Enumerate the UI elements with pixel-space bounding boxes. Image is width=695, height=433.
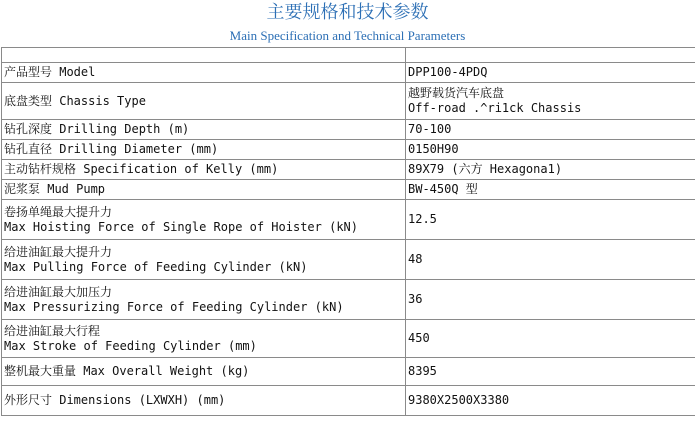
table-row [2, 240, 695, 280]
spec-label-text: 底盘类型 Chassis Type [4, 93, 146, 108]
spec-label-text: 给进油缸最大行程 [4, 323, 101, 338]
spec-value-cell [406, 386, 695, 416]
table-row [2, 386, 695, 416]
spec-value-text: 12.5 [408, 212, 437, 226]
table-row [2, 63, 695, 83]
spec-value-cell [406, 200, 695, 240]
spec-value-cell [406, 320, 695, 358]
spec-value-cell [406, 180, 695, 200]
spec-label-cell [2, 63, 406, 83]
spec-value-text: 0150H90 [408, 142, 459, 156]
spec-label-text: 给进油缸最大加压力 [4, 284, 113, 299]
spec-value-cell [406, 120, 695, 140]
spec-label-cell [2, 83, 406, 120]
spec-value-cell [406, 48, 695, 63]
spec-label-text: Max Pressurizing Force of Feeding Cylinder (kN) [4, 299, 344, 314]
spec-label-text: 钻孔深度 Drilling Depth (m) [4, 122, 190, 136]
spec-value-text: 48 [408, 252, 423, 266]
spec-table [1, 47, 695, 416]
spec-value-cell [406, 63, 695, 83]
spec-value-cell [406, 140, 695, 160]
spec-value-cell [406, 240, 695, 280]
spec-value-cell [406, 160, 695, 180]
spec-value-text: BW-450Q 型 [408, 182, 478, 196]
spec-value-cell [406, 280, 695, 320]
table-row [2, 83, 695, 120]
spec-label-text: 主动钻杆规格 Specification of Kelly (mm) [4, 162, 279, 176]
table-row [2, 48, 695, 63]
table-row [2, 320, 695, 358]
spec-label-cell [2, 280, 406, 320]
spec-value-text: 9380X2500X3380 [408, 393, 510, 407]
spec-value-text: 越野载货汽车底盘 [408, 86, 505, 100]
spec-value-cell [406, 83, 695, 120]
spec-label-cell [2, 240, 406, 280]
spec-value-text: 8395 [408, 364, 437, 378]
spec-label-text: Max Stroke of Feeding Cylinder (mm) [4, 338, 257, 353]
spec-label-cell [2, 200, 406, 240]
spec-label-cell [2, 180, 406, 200]
spec-label-text: 外形尺寸 Dimensions (LXWXH) (mm) [4, 393, 226, 407]
spec-value-text: DPP100-4PDQ [408, 65, 488, 79]
spec-label-cell [2, 358, 406, 386]
spec-label-text: Max Pulling Force of Feeding Cylinder (kN) [4, 259, 308, 274]
page-title: 主要规格和技术参数 [266, 2, 429, 23]
spec-label-text: 整机最大重量 Max Overall Weight (kg) [4, 364, 250, 378]
spec-value-cell [406, 358, 695, 386]
spec-label-text: 产品型号 Model [4, 65, 96, 79]
spec-label-cell [2, 320, 406, 358]
spec-label-cell [2, 386, 406, 416]
spec-label-cell [2, 140, 406, 160]
page-subtitle: Main Specification and Technical Parameters [229, 28, 466, 43]
spec-label-cell [2, 120, 406, 140]
table-row [2, 200, 695, 240]
spec-table-body [2, 48, 695, 416]
spec-label-cell [2, 48, 406, 63]
table-row [2, 280, 695, 320]
table-row [2, 120, 695, 140]
spec-label-cell [2, 160, 406, 180]
spec-label-text: Max Hoisting Force of Single Rope of Hoister (kN) [4, 219, 359, 234]
spec-value-text: 70-100 [408, 122, 452, 136]
table-row [2, 160, 695, 180]
table-row [2, 180, 695, 200]
spec-label-text: 钻孔直径 Drilling Diameter (mm) [4, 142, 219, 156]
spec-label-text: 给进油缸最大提升力 [4, 244, 113, 259]
spec-value-text: Off-road .^ri1ck Chassis [408, 101, 582, 115]
table-row [2, 358, 695, 386]
spec-value-text: 450 [408, 331, 430, 345]
table-row [2, 140, 695, 160]
spec-value-text: 89X79 (六方 Hexagona1) [408, 162, 563, 176]
spec-label-text: 卷扬单绳最大提升力 [4, 204, 113, 219]
spec-value-text: 36 [408, 292, 423, 306]
spec-label-text: 泥浆泵 Mud Pump [4, 182, 106, 196]
